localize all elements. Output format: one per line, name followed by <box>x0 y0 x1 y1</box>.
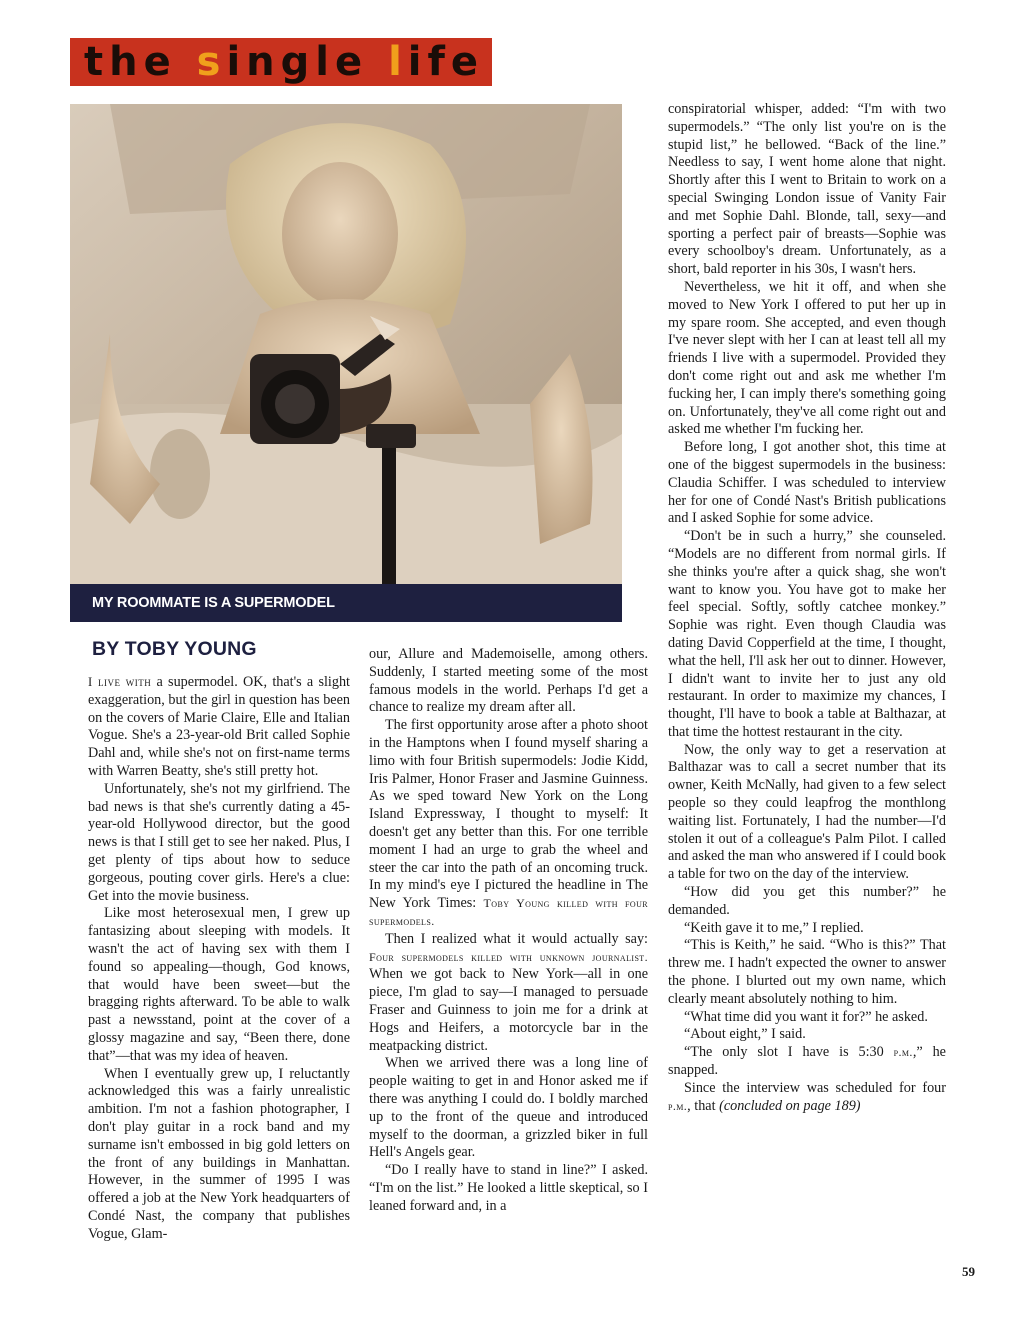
paragraph: When I eventually grew up, I reluctantly acknowledged this was a fairly unrealistic ambition. I'm not a fashion photographer, I don't play guitar in a rock band and my surname isn't embossed in big gold letters on the front of any buildings in Manhattan. However, in the summer of 1995 I was offered a job at the New York headquarters of Condé Nast, the company that publishes Vogue, Glam- <box>88 1065 350 1242</box>
paragraph: The first opportunity arose after a photo shoot in the Hamptons when I found myself sharing a limo with four British supermodels: Jodie Kidd, Iris Palmer, Honor Fraser and Jasmine Guinness. As we sped toward New York on the Long Island Expressway, I thought to myself: It doesn't get any better than this. For one terrible moment I had an urge to grab the wheel and steer the car into the path of an oncoming truck. In my mind's eye I pictured the headline in The New York Times: Toby Young killed with four supermodels. <box>369 717 648 928</box>
page-number: 59 <box>962 1264 975 1279</box>
feature-photo <box>70 104 622 584</box>
paragraph: Then I realized what it would actually say: Four supermodels killed with unknown journalist. When we got back to New York—all in one piece, I'm glad to say—I managed to persuade Fraser and Guinness to join me for a drink at Hogs and Heifers, a motorcycle bar in the meatpacking district. <box>369 930 648 1054</box>
paragraph: “Keith gave it to me,” I replied. <box>684 919 864 936</box>
paragraph: Now, the only way to get a reservation at Balthazar was to call a secret number that its owner, Keith McNally, had given to a few select people so they could leapfrog the monthlong waiting list. Fortunately, I had the number—I'd stolen it out of a colleague's Palm Pilot. I called and asked the man who answered if I could book a table for two on the day of the interview. <box>668 741 946 883</box>
article-column-3 <box>668 101 946 1115</box>
paragraph: “The only slot I have is 5:30 p.m.,” he snapped. <box>668 1044 946 1079</box>
photo-caption: MY ROOMMATE IS A SUPERMODEL <box>92 595 335 611</box>
article-column-2 <box>369 646 648 1216</box>
section-banner <box>70 38 492 86</box>
paragraph: “What time did you want it for?” he asked. <box>684 1008 928 1025</box>
paragraph: Nevertheless, we hit it off, and when she moved to New York I offered to put her up in my spare room. She accepted, and even though I've never slept with her I can at least tell all my friends I live with a supermodel. Provided they don't come right out and ask me whether I'm fucking her, I can imply there's something going on. Unfortunately, they've all come right out and asked me whether I'm fucking her. <box>668 278 946 438</box>
byline: BY TOBY YOUNG <box>92 638 257 660</box>
photo-caption-bar <box>70 584 622 622</box>
section-title: the single life <box>84 39 485 85</box>
paragraph: our, Allure and Mademoiselle, among others. Suddenly, I started meeting some of the most famous models in the world. Perhaps I'd get a chance to realize my dream after all. <box>369 646 648 716</box>
paragraph: Unfortunately, she's not my girlfriend. The bad news is that she's currently dating a 45-year-old Hollywood director, but the good news is that I still get to see her naked. Plus, I get plenty of tips about how to seduce gorgeous, pouting cover girls. Here's a clue: Get into the movie business. <box>88 780 350 904</box>
paragraph: Before long, I got another shot, this time at one of the biggest supermodels in the business: Claudia Schiffer. I was scheduled to interview her for one of Condé Nast's British publications and I asked Sophie for some advice. <box>668 439 946 527</box>
article-column-1 <box>88 674 350 1244</box>
paragraph: Since the interview was scheduled for four p.m., that (concluded on page 189) <box>668 1079 946 1114</box>
paragraph: Like most heterosexual men, I grew up fantasizing about sleeping with models. It wasn't the act of having sex with them I found so appealing—though, God knows, that would have been sweet—but the bragging rights afterward. To be able to walk past a newsstand, point at the cover of a glossy magazine and say, “Been there, done that”—that was my idea of heaven. <box>88 905 350 1064</box>
paragraph: I live with a supermodel. OK, that's a slight exaggeration, but the girl in question has been on the covers of Marie Claire, Elle and Italian Vogue. She's a 23-year-old Brit called Sophie Dahl and, while she's not on first-name terms with Warren Beatty, she's still pretty hot. <box>88 674 350 779</box>
paragraph: “Do I really have to stand in line?” I asked. “I'm on the list.” He looked a little skeptical, so I leaned forward and, in a <box>369 1162 648 1214</box>
paragraph: When we arrived there was a long line of people waiting to get in and Honor asked me if there was anything I could do. I boldly marched up to the front of the queue and introduced myself to the doorman, a grizzled biker in full Hell's Angels gear. <box>369 1055 648 1161</box>
paragraph: “About eight,” I said. <box>684 1026 806 1043</box>
paragraph: “This is Keith,” he said. “Who is this?” That threw me. I hadn't expected the owner to answer the phone. I blurted out my own name, which clearly meant absolutely nothing to him. <box>668 937 946 1007</box>
paragraph: “Don't be in such a hurry,” she counseled. “Models are no different from normal girls. If she thinks you're after a quick shag, she won't want to know you. You have got to make her feel special. Softly, softly catchee monkey.” Sophie was right. Even though Claudia was dating David Copperfield at the time, I thought, what the hell, I'll ask her out to dinner. However, I didn't want to invite her to just any old restaurant. In order to maximize my chances, I thought, I'll have to book a table at Balthazar, at that time the hottest restaurant in the city. <box>668 528 946 740</box>
continuation-note: (concluded on page 189) <box>719 1097 861 1114</box>
paragraph: conspiratorial whisper, added: “I'm with two supermodels.” “The only list you're on is the stupid list,” he bellowed. “Back of the line.” Needless to say, I went home alone that night. Shortly after this I went to Britain to work on a special Swinging London issue of Vanity Fair and met Sophie Dahl. Blonde, tall, sexy—and sporting a perfect pair of breasts—Sophie was every schoolboy's dream. Unfortunately, as a short, bald reporter in his 30s, I wasn't hers. <box>668 101 946 278</box>
paragraph: “How did you get this number?” he demanded. <box>668 884 946 918</box>
